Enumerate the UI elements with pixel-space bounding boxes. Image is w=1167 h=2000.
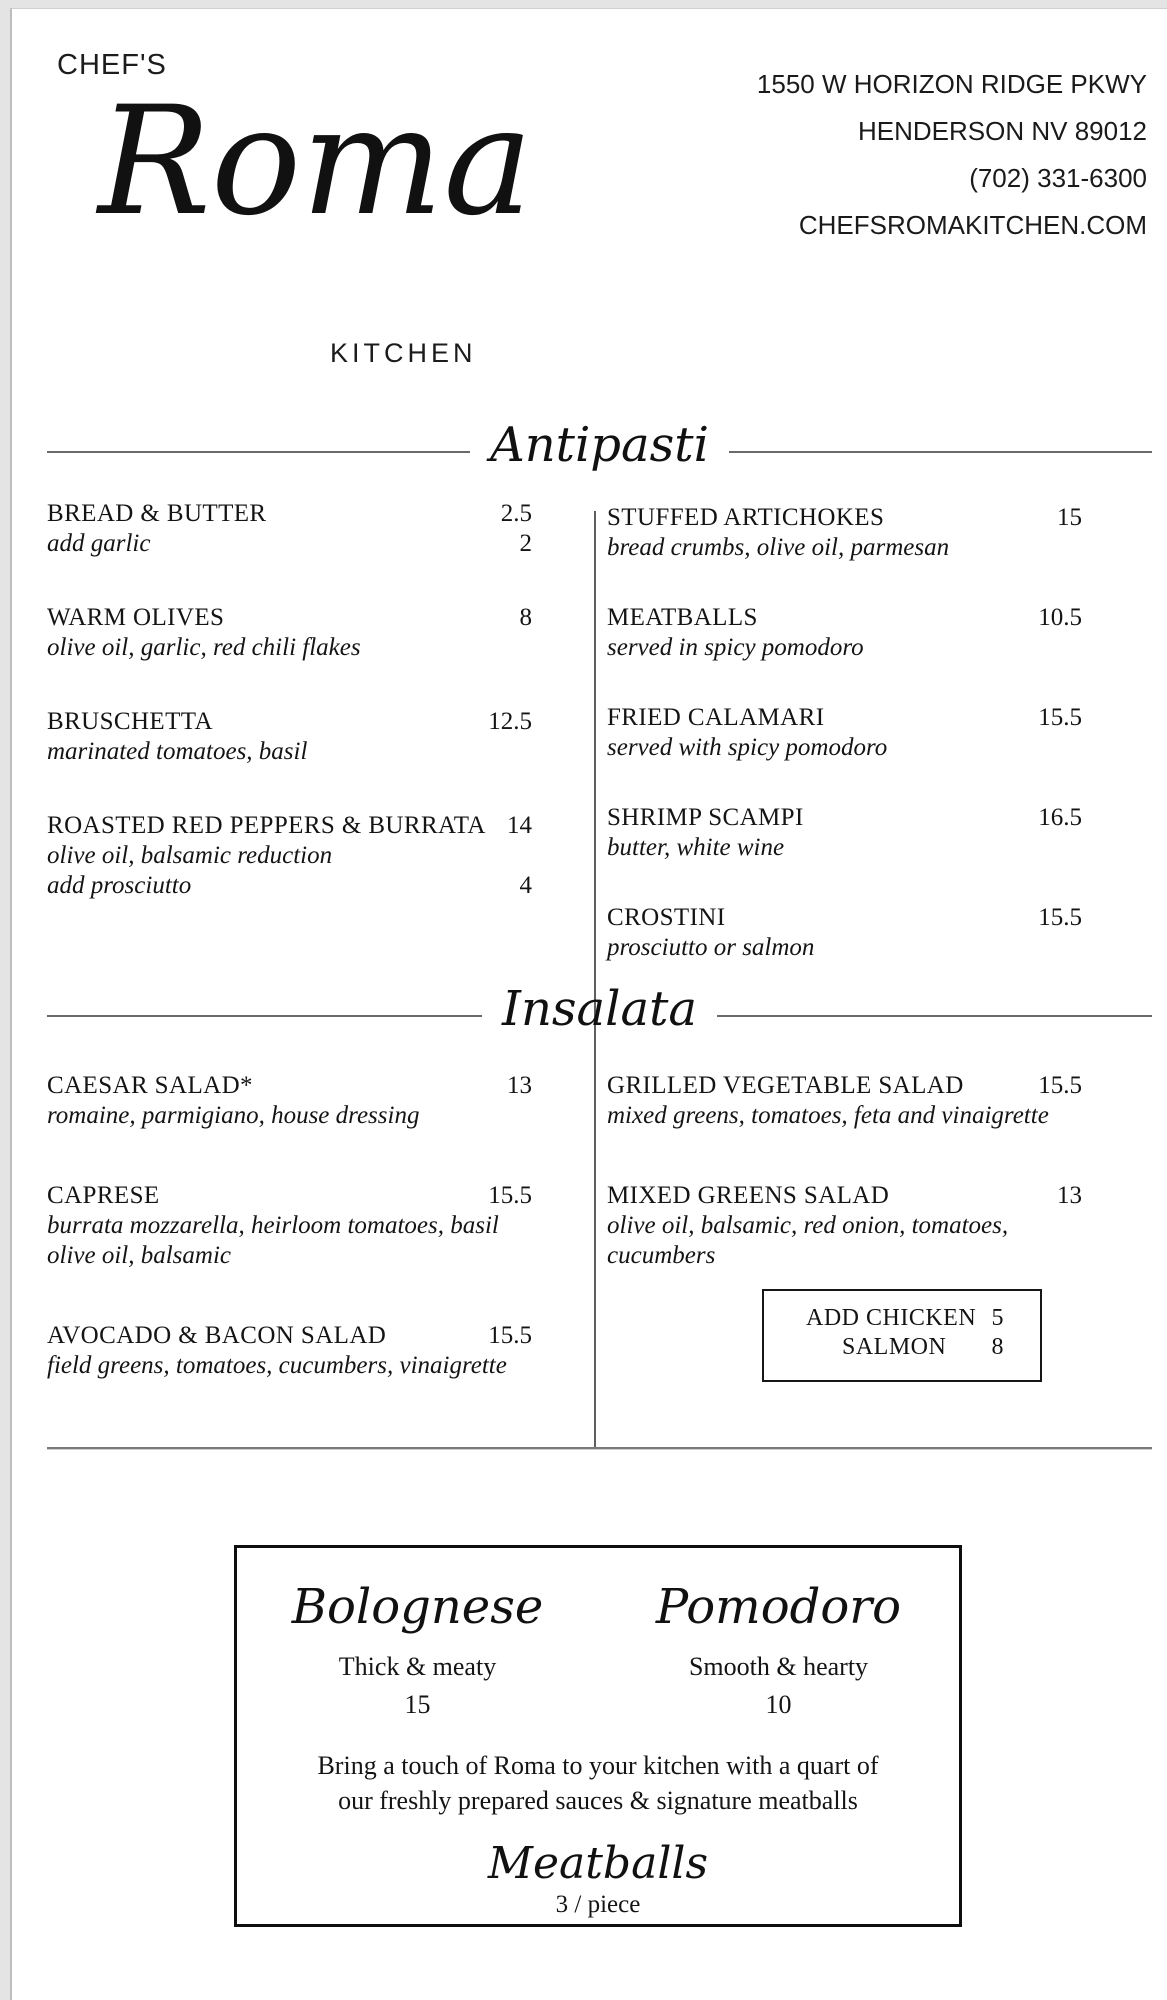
- item-name: CROSTINI: [607, 904, 726, 931]
- menu-item: [607, 803, 1082, 863]
- addon-label: SALMON: [842, 1334, 947, 1360]
- item-desc: bread crumbs, olive oil, parmesan: [607, 534, 950, 561]
- menu-item: [607, 903, 1082, 963]
- sauce-tagline: Smooth & hearty: [688, 1652, 869, 1682]
- menu-item: [47, 499, 532, 559]
- sauce-price: 15: [404, 1690, 431, 1720]
- promo-blurb-line: our freshly prepared sauces & signature meatballs: [338, 1786, 858, 1816]
- item-desc: mixed greens, tomatoes, feta and vinaigrette: [607, 1102, 1049, 1129]
- menu-item: [607, 603, 1082, 663]
- salad-addons-box: [762, 1289, 1042, 1382]
- item-desc: served in spicy pomodoro: [607, 634, 864, 661]
- item-name: WARM OLIVES: [47, 604, 225, 631]
- item-price: 15.5: [488, 1322, 532, 1349]
- sauce-pomodoro: [598, 1579, 959, 1720]
- contact-address-line2: HENDERSON NV 89012: [858, 116, 1147, 146]
- item-price: 15.5: [1038, 1072, 1082, 1099]
- menu-item: [607, 703, 1082, 763]
- sauce-price: 10: [765, 1690, 792, 1720]
- item-name: MEATBALLS: [607, 604, 758, 631]
- item-price: 16.5: [1038, 804, 1082, 831]
- item-name: STUFFED ARTICHOKES: [607, 504, 885, 531]
- contact-phone: (702) 331-6300: [969, 163, 1147, 193]
- item-price: 14: [507, 812, 532, 839]
- menu-page: [10, 8, 1167, 2000]
- item-name: BREAD & BUTTER: [47, 500, 267, 527]
- antipasti-left-column: [47, 499, 532, 945]
- item-desc: olive oil, balsamic, red onion, tomatoes,: [607, 1212, 1009, 1239]
- menu-item: [47, 603, 532, 663]
- section-header-insalata: [47, 980, 1152, 1052]
- item-name: ROASTED RED PEPPERS & BURRATA: [47, 812, 486, 839]
- contact-address-line1: 1550 W HORIZON RIDGE PKWY: [756, 69, 1147, 99]
- item-price: 13: [1057, 1182, 1082, 1209]
- item-desc: prosciutto or salmon: [607, 934, 815, 961]
- brand-kitchen: KITCHEN: [330, 338, 477, 368]
- column-divider: [594, 511, 596, 1447]
- menu-item: [47, 1071, 532, 1131]
- meatballs-price: 3 / piece: [555, 1891, 641, 1919]
- section-header-antipasti: [47, 416, 1152, 488]
- item-addon-price: 2: [519, 530, 532, 557]
- item-name: MIXED GREENS SALAD: [607, 1182, 890, 1209]
- item-name: FRIED CALAMARI: [607, 704, 825, 731]
- menu-item: [607, 1071, 1082, 1131]
- brand-roma-logo: Roma: [98, 75, 533, 249]
- sauce-name: Pomodoro: [655, 1579, 902, 1635]
- item-addon-price: 4: [519, 872, 532, 899]
- brand-chefs: CHEF'S: [57, 49, 167, 81]
- item-name: CAESAR SALAD*: [47, 1072, 253, 1099]
- contact-block: [757, 61, 1147, 249]
- item-desc: romaine, parmigiano, house dressing: [47, 1102, 420, 1129]
- item-price: 12.5: [488, 708, 532, 735]
- menu-item: [607, 1181, 1082, 1271]
- promo-blurb-line: Bring a touch of Roma to your kitchen with a quart of: [317, 1751, 879, 1781]
- item-price: 15.5: [488, 1182, 532, 1209]
- addon-price: 8: [991, 1334, 1004, 1360]
- item-price: 8: [519, 604, 532, 631]
- item-desc: add prosciutto: [47, 872, 192, 899]
- item-desc: olive oil, garlic, red chili flakes: [47, 634, 361, 661]
- antipasti-right-column: [607, 503, 1082, 1003]
- item-name: BRUSCHETTA: [47, 708, 213, 735]
- insalata-left-column: [47, 1071, 532, 1431]
- item-price: 15.5: [1038, 704, 1082, 731]
- addon-price: 5: [991, 1305, 1004, 1331]
- item-desc: cucumbers: [607, 1242, 716, 1269]
- section-rule: [717, 1015, 1152, 1017]
- item-price: 13: [507, 1072, 532, 1099]
- item-desc: olive oil, balsamic: [47, 1242, 231, 1269]
- menu-item: [47, 1181, 532, 1271]
- sauce-name: Bolognese: [291, 1579, 544, 1635]
- item-price: 15: [1057, 504, 1082, 531]
- menu-item: [607, 503, 1082, 563]
- contact-website: CHEFSROMAKITCHEN.COM: [798, 210, 1147, 240]
- item-name: SHRIMP SCAMPI: [607, 804, 804, 831]
- item-desc: butter, white wine: [607, 834, 785, 861]
- item-name: GRILLED VEGETABLE SALAD: [607, 1072, 964, 1099]
- item-price: 2.5: [500, 500, 532, 527]
- section-rule: [47, 451, 470, 453]
- item-desc: add garlic: [47, 530, 151, 557]
- item-name: CAPRESE: [47, 1182, 160, 1209]
- item-name: AVOCADO & BACON SALAD: [47, 1322, 387, 1349]
- sauce-tagline: Thick & meaty: [338, 1652, 497, 1682]
- item-desc: olive oil, balsamic reduction: [47, 842, 333, 869]
- bottom-rule: [47, 1447, 1152, 1450]
- item-price: 10.5: [1038, 604, 1082, 631]
- sauces-promo-box: [234, 1545, 962, 1927]
- menu-item: [47, 1321, 532, 1381]
- promo-blurb: [317, 1748, 878, 1818]
- item-desc: field greens, tomatoes, cucumbers, vinaigrette: [47, 1352, 507, 1379]
- addon-label: ADD CHICKEN: [806, 1305, 977, 1331]
- sauce-bolognese: [237, 1579, 598, 1720]
- section-title-insalata: Insalata: [502, 981, 697, 1037]
- item-desc: served with spicy pomodoro: [607, 734, 888, 761]
- section-title-antipasti: Antipasti: [490, 417, 709, 473]
- item-desc: marinated tomatoes, basil: [47, 738, 308, 765]
- item-desc: burrata mozzarella, heirloom tomatoes, basil: [47, 1212, 499, 1239]
- sauces-row: [237, 1579, 959, 1720]
- item-price: 15.5: [1038, 904, 1082, 931]
- menu-item: [47, 707, 532, 767]
- section-rule: [729, 451, 1152, 453]
- insalata-right-column: [607, 1071, 1082, 1321]
- menu-item: [47, 811, 532, 901]
- section-rule: [47, 1015, 482, 1017]
- meatballs-title: Meatballs: [487, 1838, 709, 1890]
